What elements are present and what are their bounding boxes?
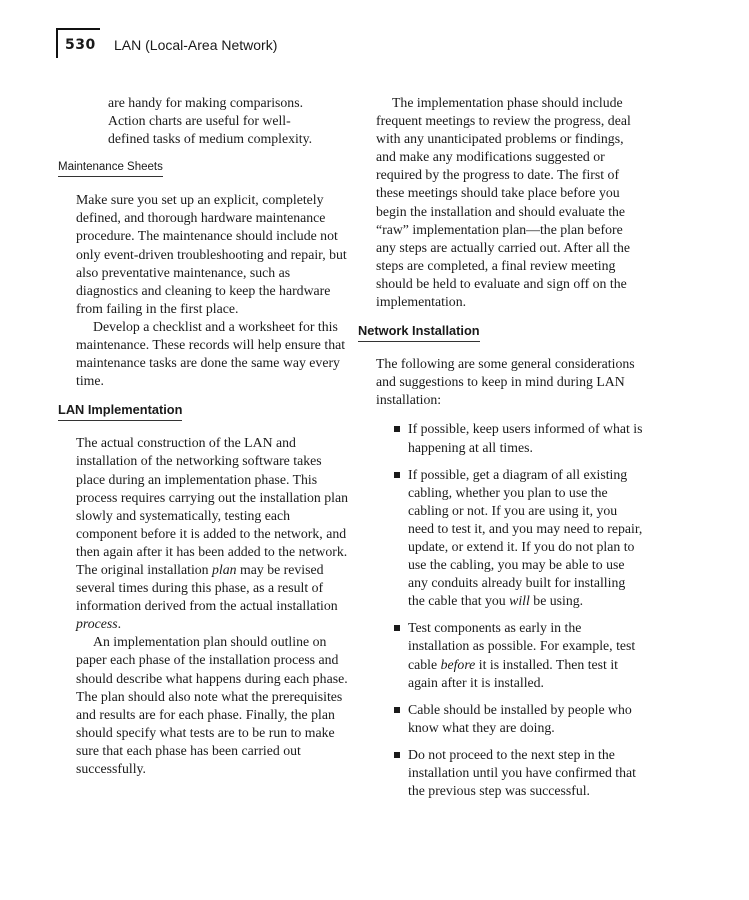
list-item: If possible, get a diagram of all existing cabling, whether you plan to use the cabling or not. If you are using it, you need to test it, and you may need to repair, update, or extend it. If you do not plan to use the cabling, you may be able to use any conduits already built for installing the cable that you will be using.	[358, 466, 644, 611]
network-intro	[358, 355, 644, 409]
page-number: 530	[65, 37, 96, 53]
network-installation-heading: Network Installation	[358, 323, 480, 342]
header-rule-horizontal	[56, 28, 100, 30]
paragraph: The following are some general considerations and suggestions to keep in mind during LAN installation:	[376, 356, 635, 408]
maintenance-heading-wrap	[58, 157, 350, 177]
maintenance-sheets-heading: Maintenance Sheets	[58, 160, 163, 177]
installation-bullets	[358, 420, 644, 800]
continuation-line: defined tasks of medium complexity.	[108, 131, 313, 147]
running-title: LAN (Local-Area Network)	[114, 37, 278, 53]
maintenance-section	[58, 191, 350, 390]
lan-section	[58, 434, 350, 778]
lan-heading-wrap	[58, 401, 350, 421]
lan-implementation-heading: LAN Implementation	[58, 402, 182, 421]
header-rule-vertical	[56, 28, 58, 58]
right-column	[358, 94, 644, 809]
list-item: Test components as early in the installation as possible. For example, test cable before it is installed. Then test it again after it is installed.	[358, 619, 644, 691]
network-heading-wrap	[358, 322, 644, 342]
bullet-square-icon	[394, 426, 400, 432]
paragraph: The actual construction of the LAN and installation of the networking software takes place during an implementation phase. This process requires carrying out the installation plan slowly and systematically, testing each component before it is added to the network, and then again after it has been added to the network. The original installation plan may be revised several times during this phase, as a result of information derived from the actual installation process.	[76, 435, 349, 632]
bullet-square-icon	[394, 625, 400, 631]
bullet-square-icon	[394, 752, 400, 758]
list-item: If possible, keep users informed of what is happening at all times.	[358, 420, 644, 456]
paragraph: The implementation phase should include frequent meetings to review the progress, deal with any unanticipated problems or findings, and make any modifications suggested or required by the progress to date. The first of these meetings should take place before you begin the installation and should evaluate the “raw” implementation plan—the plan before any steps are actually carried out. After all the steps are completed, a final review meeting should be held to evaluate and sign off on the implementation.	[376, 95, 631, 310]
continuation-text	[58, 94, 350, 148]
continuation-line: are handy for making comparisons.	[108, 95, 304, 110]
implementation-section	[358, 94, 644, 311]
continuation-line: Action charts are useful for well-	[108, 113, 291, 129]
list-item: Do not proceed to the next step in the installation until you have confirmed that the previous step was successful.	[358, 746, 644, 800]
paragraph: Make sure you set up an explicit, completely defined, and thorough hardware maintenance procedure. The maintenance should include not only event-driven troubleshooting and repair, but also preventative maintenance, such as diagnostics and cleaning to keep the hardware from failing in the first place.	[76, 192, 347, 316]
left-column	[58, 94, 350, 778]
paragraph: Develop a checklist and a worksheet for this maintenance. These records will help ensure that maintenance tasks are done the same way every time.	[76, 318, 346, 389]
list-item: Cable should be installed by people who know what they are doing.	[358, 701, 644, 737]
paragraph: An implementation plan should outline on paper each phase of the installation process and should describe what happens during each phase. The plan should also note what the prerequisites and results are for each phase. Finally, the plan should specify what tests are to be run to make sure that each phase has been carried out successfully.	[76, 634, 348, 776]
bullet-square-icon	[394, 472, 400, 478]
bullet-square-icon	[394, 707, 400, 713]
